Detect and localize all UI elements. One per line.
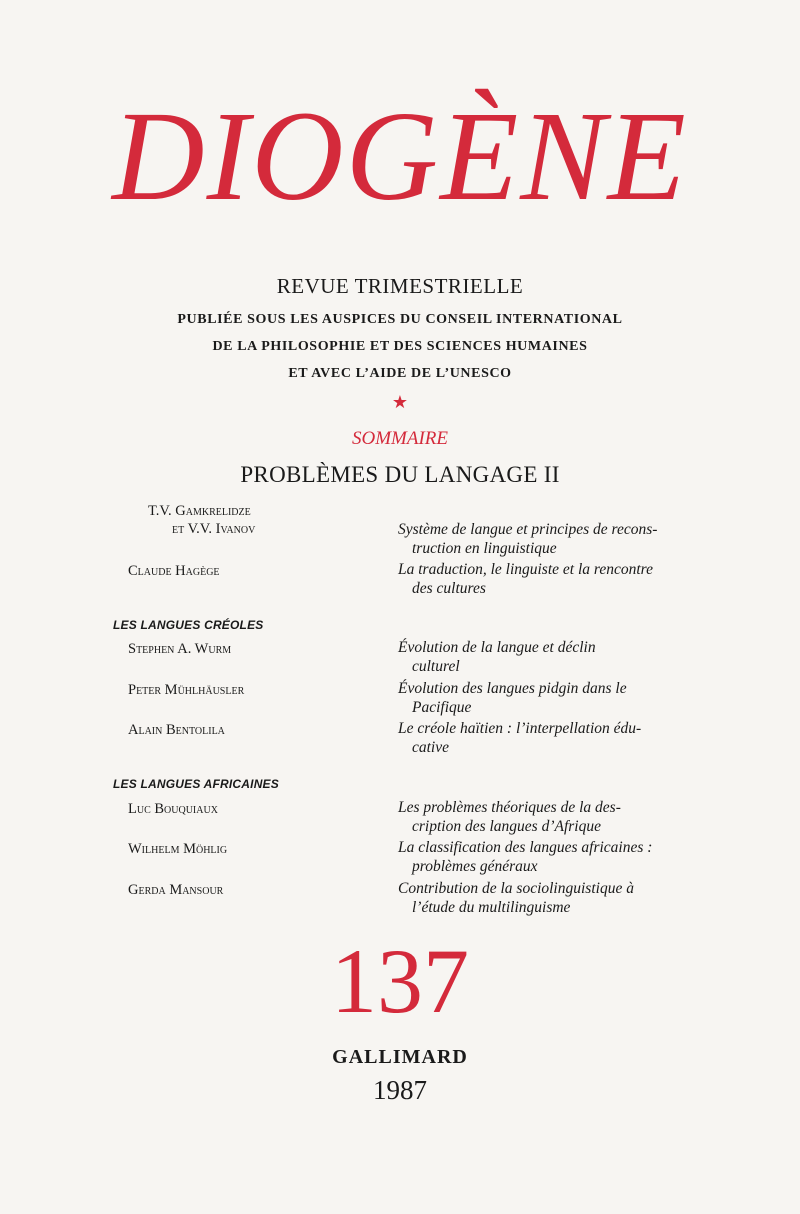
toc-author: Stephen A. Wurm <box>128 641 232 657</box>
toc-article-title: Les problèmes théoriques de la des- cription des langues d’Afrique <box>398 799 621 835</box>
toc-article-title: Évolution de la langue et déclin culturel <box>398 639 596 675</box>
toc-article-title: La traduction, le linguiste et la rencontre des cultures <box>398 561 654 597</box>
issue-number: 137 <box>331 930 469 1032</box>
issue-theme: PROBLÈMES DU LANGAGE II <box>240 462 560 487</box>
toc-article-title: Le créole haïtien : l’interpellation édu- cative <box>398 720 642 756</box>
toc-author: Gerda Mansour <box>128 882 224 898</box>
toc-author: Peter Mühlhäusler <box>128 682 245 698</box>
toc-author: T.V. Gamkrelidze et V.V. Ivanov <box>148 503 256 537</box>
toc-author: Alain Bentolila <box>128 722 225 738</box>
toc-article-title: Contribution de la sociolinguistique à l’étude du multilinguisme <box>398 880 634 916</box>
toc-author: Claude Hagège <box>128 563 220 579</box>
toc-author: Luc Bouquiaux <box>128 801 218 817</box>
journal-subtitle: REVUE TRIMESTRIELLE <box>276 274 524 298</box>
section-heading: LES LANGUES AFRICAINES <box>113 777 279 791</box>
publication-line: DE LA PHILOSOPHIE ET DES SCIENCES HUMAINES <box>212 339 588 354</box>
star-icon: ★ <box>391 392 409 412</box>
publisher-name: GALLIMARD <box>332 1046 468 1068</box>
sommaire-heading: SOMMAIRE <box>351 428 449 449</box>
publication-line: PUBLIÉE SOUS LES AUSPICES DU CONSEIL INTERNATIONAL <box>177 312 623 327</box>
toc-article-title: Système de langue et principes de recons- truction en linguistique <box>398 521 658 557</box>
toc-article-title: Évolution des langues pidgin dans le Pacifique <box>398 680 627 716</box>
publication-line: ET AVEC L’AIDE DE L’UNESCO <box>288 366 512 381</box>
toc-author: Wilhelm Möhlig <box>128 841 228 857</box>
toc-article-title: La classification des langues africaines : problèmes généraux <box>398 839 653 875</box>
publication-year: 1987 <box>373 1075 427 1105</box>
section-heading: LES LANGUES CRÉOLES <box>113 618 264 632</box>
journal-title: DIOGÈNE <box>112 85 688 227</box>
